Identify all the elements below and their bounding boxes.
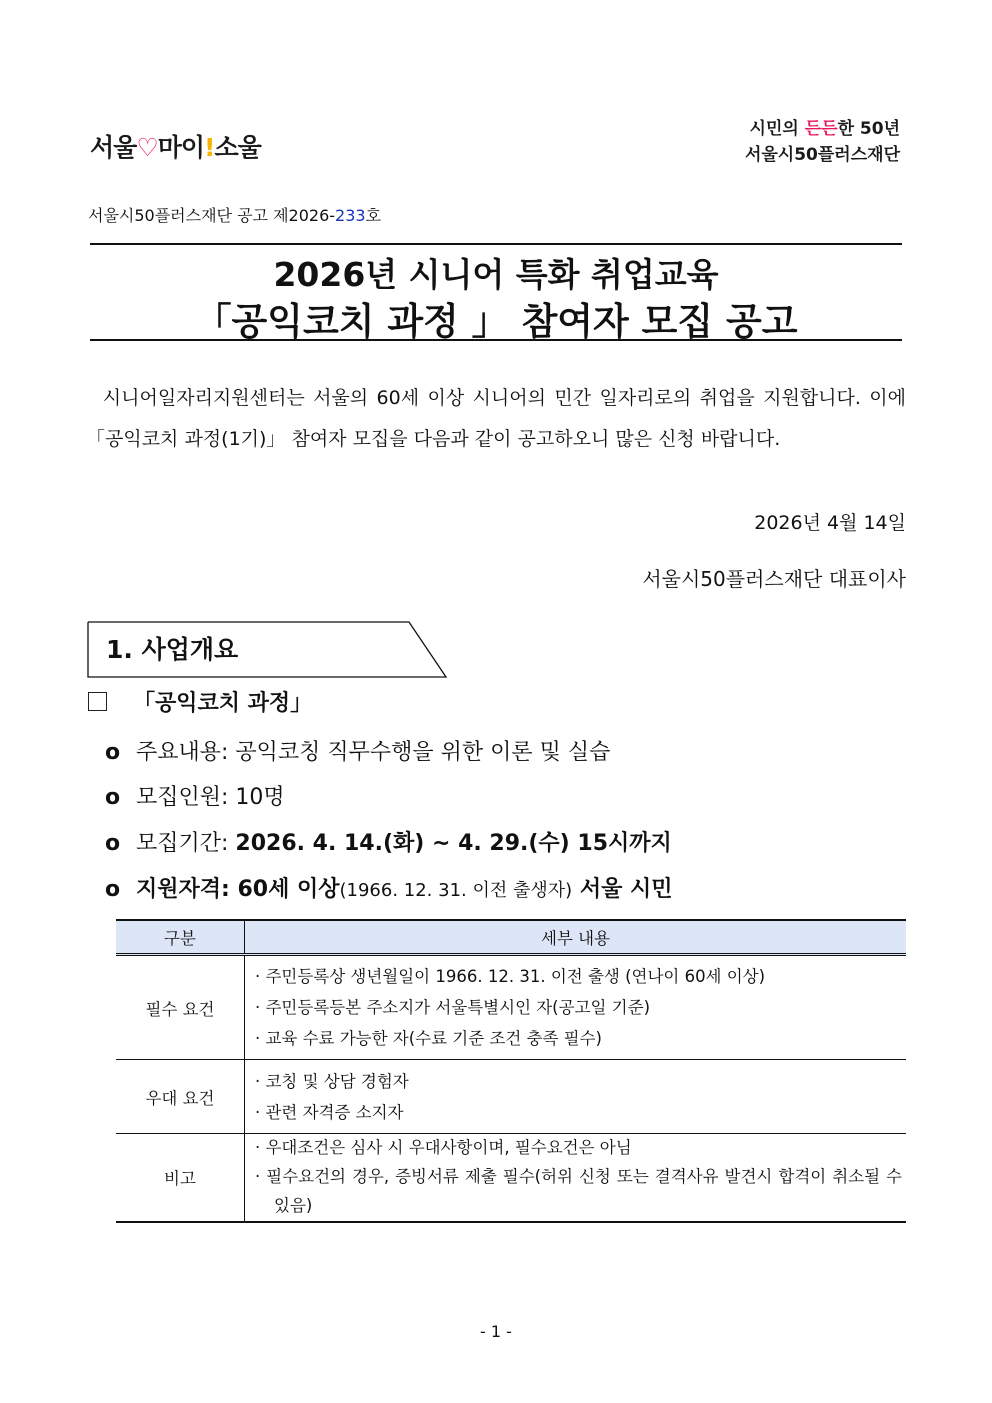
signatory: 서울시50플러스재단 대표이사 xyxy=(642,567,906,591)
row-category: 우대 요건 xyxy=(116,1060,245,1134)
detail-line: · 주민등록등본 주소지가 서울특별시인 자(공고일 기준) xyxy=(255,998,651,1017)
section-heading xyxy=(87,621,449,683)
row-details xyxy=(245,1134,907,1222)
course-item-heading: 「공익코치 과정」 xyxy=(88,686,312,717)
table-row xyxy=(116,1134,906,1222)
foundation-slogan-logo: 시민의 든든한 50년 서울시50플러스재단 xyxy=(744,119,900,165)
table-header-row xyxy=(116,920,906,955)
page-number: - 1 - xyxy=(480,1322,512,1341)
row-category: 비고 xyxy=(116,1134,245,1222)
detail-line: · 코칭 및 상담 경험자 xyxy=(255,1071,409,1091)
header-details: 세부 내용 xyxy=(245,920,907,955)
row-details xyxy=(245,955,907,1060)
section-label: 1. 사업개요 xyxy=(106,635,239,664)
bullet-recruit-period: o 모집기간: 2026. 4. 14.(화) ~ 4. 29.(수) 15시까지 xyxy=(105,831,672,856)
notice-date: 2026년 4월 14일 xyxy=(754,512,906,534)
bullet-eligibility: o 지원자격: 60세 이상(1966. 12. 31. 이전 출생자) 서울 시민 xyxy=(105,877,673,902)
seoul-my-soul-logo: 서울♡마이!소울 xyxy=(90,133,261,162)
intro-paragraph: 시니어일자리지원센터는 서울의 60세 이상 시니어의 민간 일자리로의 취업을 지원합니다. 이에 「공익코치 과정(1기)」 참여자 모집을 다음과 같이 공고하오니 많은 신청 바랍니다. xyxy=(86,387,906,450)
row-details xyxy=(245,1060,907,1134)
table-row xyxy=(116,1060,906,1134)
notice-number: 서울시50플러스재단 공고 제2026-233호 xyxy=(88,206,382,225)
checkbox-square-icon xyxy=(88,692,107,711)
requirements-table xyxy=(116,919,906,1223)
row-category: 필수 요건 xyxy=(116,955,245,1060)
bullet-recruit-count: o 모집인원: 10명 xyxy=(105,785,285,810)
title-block xyxy=(90,243,902,341)
detail-line: · 우대조건은 심사 시 우대사항이며, 필수요건은 아님 xyxy=(255,1138,632,1158)
detail-line: · 필수요건의 경우, 증빙서류 제출 필수(허위 신청 또는 결격사유 발견시 합격이 취소될 수 있음) xyxy=(255,1167,902,1216)
header-category: 구분 xyxy=(116,920,245,955)
table-row xyxy=(116,955,906,1060)
detail-line: · 주민등록상 생년월일이 1966. 12. 31. 이전 출생 (연나이 60세 이상) xyxy=(255,967,766,986)
title-line-1: 2026년 시니어 특화 취업교육 xyxy=(273,255,719,294)
bullet-main-content: o 주요내용: 공익코칭 직무수행을 위한 이론 및 실습 xyxy=(105,740,611,765)
detail-line: · 관련 자격증 소지자 xyxy=(255,1102,404,1122)
title-line-2: 「공익코치 과정 」 참여자 모집 공고 xyxy=(194,300,798,343)
detail-line: · 교육 수료 가능한 자(수료 기준 조건 충족 필수) xyxy=(255,1029,602,1048)
